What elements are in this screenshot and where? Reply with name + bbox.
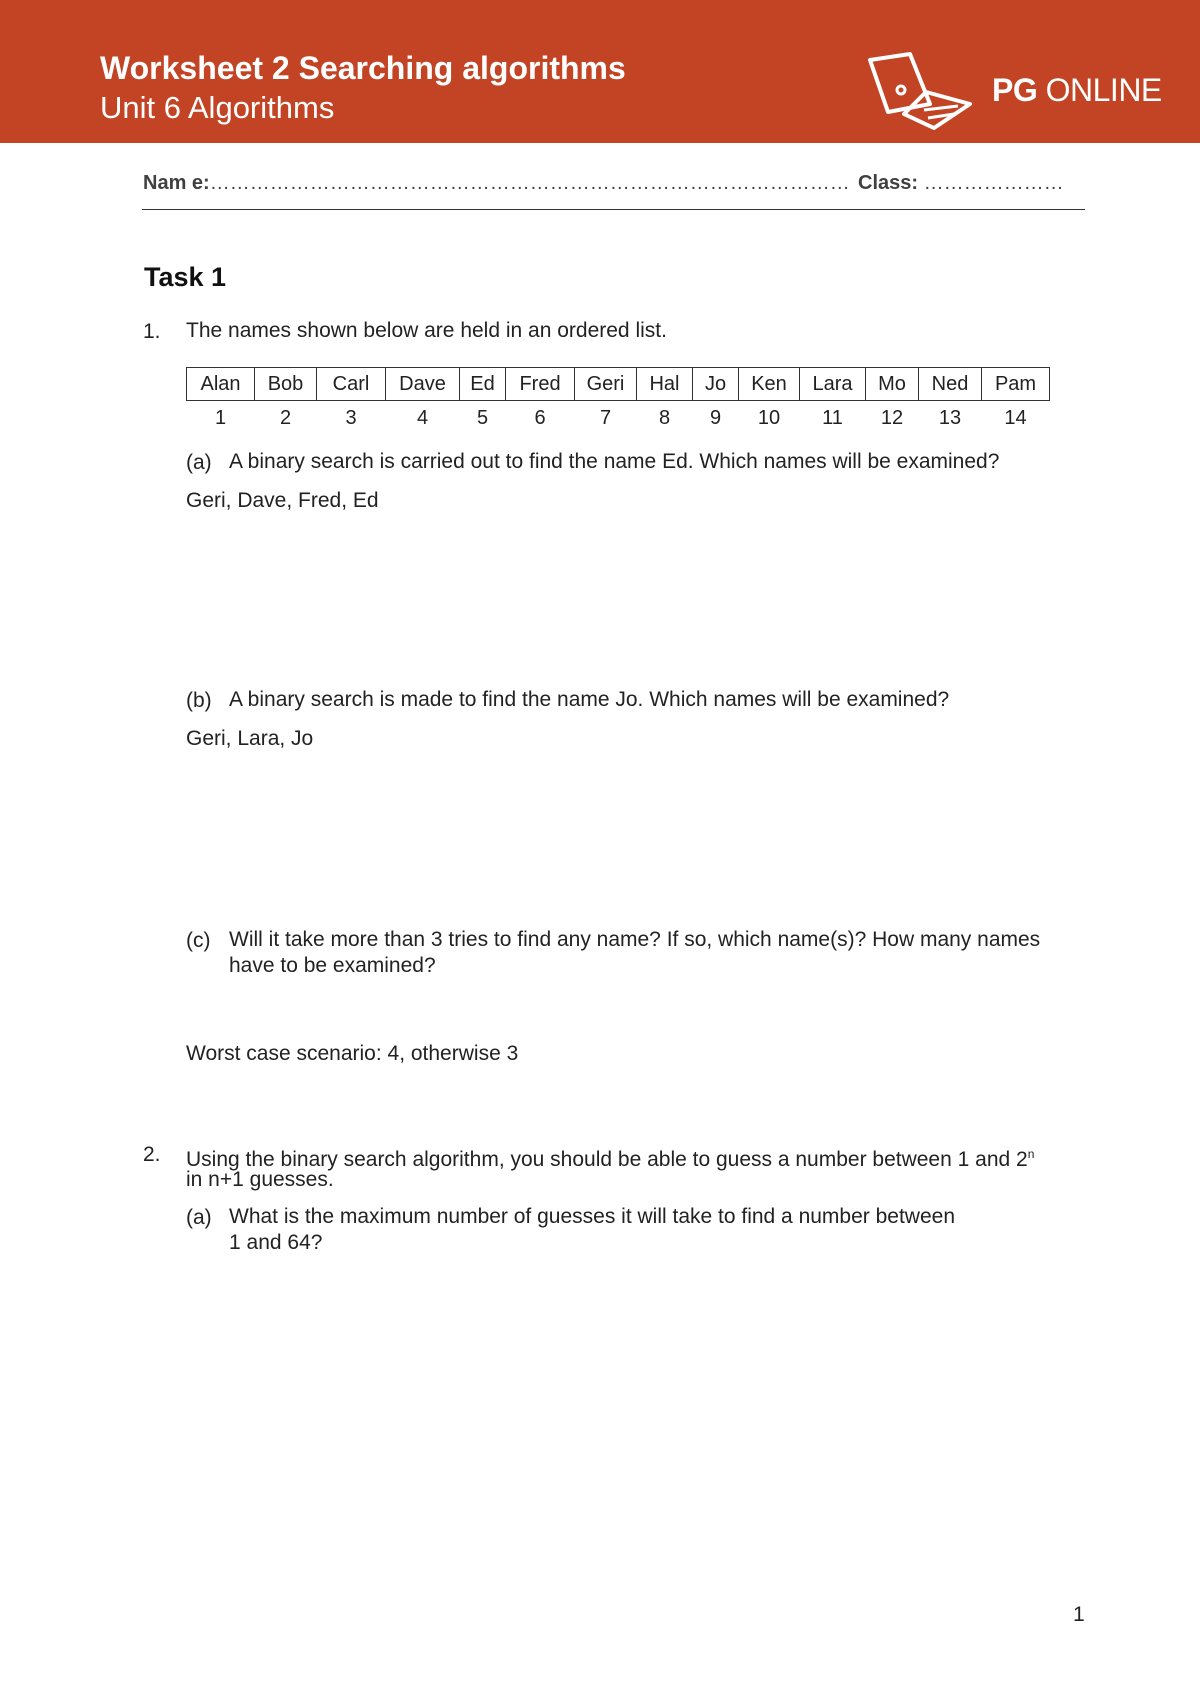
list-item-name: Carl	[317, 368, 386, 401]
list-item-name: Ned	[919, 368, 982, 401]
question-1c-text-line1: Will it take more than 3 tries to find any name? If so, which name(s)? How many names	[229, 928, 1041, 951]
logo-bold: PG	[992, 72, 1038, 108]
question-1-number: 1.	[143, 320, 161, 343]
list-item-name: Pam	[982, 368, 1050, 401]
list-item-index: 8	[658, 406, 671, 429]
question-2a-label: (a)	[186, 1206, 212, 1229]
question-1-text: The names shown below are held in an ordered list.	[186, 319, 667, 342]
header-banner	[0, 0, 1200, 143]
task-heading: Task 1	[144, 262, 227, 292]
list-item-index: 6	[534, 406, 546, 429]
list-item-name: Ken	[739, 368, 800, 401]
question-1c-text-line2: have to be examined?	[229, 954, 436, 977]
list-item-index: 13	[938, 406, 962, 429]
names-row	[187, 368, 1050, 401]
list-item-name: Geri	[575, 368, 637, 401]
question-2a-text-line2: 1 and 64?	[229, 1231, 323, 1254]
list-item-index: 11	[822, 406, 843, 429]
question-1c-label: (c)	[186, 929, 211, 952]
list-item-name: Jo	[693, 368, 739, 401]
logo-rest: ONLINE	[1045, 72, 1162, 108]
question-1b-text: A binary search is made to find the name Jo. Which names will be examined?	[229, 688, 950, 711]
list-item-name: Fred	[506, 368, 575, 401]
list-item-name: Alan	[187, 368, 255, 401]
list-item-index: 2	[279, 406, 292, 429]
list-item-index: 7	[599, 406, 612, 429]
laptop-icon	[866, 52, 986, 132]
list-item-name: Hal	[637, 368, 693, 401]
question-1a-answer: Geri, Dave, Fred, Ed	[186, 489, 379, 512]
list-item-index: 1	[214, 406, 227, 429]
list-item-name: Dave	[386, 368, 460, 401]
list-item-name: Ed	[460, 368, 506, 401]
unit-subtitle: Unit 6 Algorithms	[100, 90, 335, 125]
question-2-superscript: n	[1027, 1147, 1035, 1161]
index-row	[187, 401, 1050, 436]
worksheet-title: Worksheet 2 Searching algorithms	[100, 50, 626, 86]
page-number: 1	[1073, 1603, 1085, 1626]
question-1b-answer: Geri, Lara, Jo	[186, 727, 314, 750]
question-1b-label: (b)	[186, 689, 212, 712]
list-item-index: 3	[345, 406, 357, 429]
class-label: Class:	[858, 172, 919, 194]
list-item-index: 5	[476, 406, 489, 429]
question-1a-text: A binary search is carried out to find the name Ed. Which names will be examined?	[229, 450, 1000, 473]
student-info-row	[143, 172, 1083, 195]
name-field[interactable]: ……………………………………………………………………………………	[209, 172, 850, 194]
question-2a-text-line1: What is the maximum number of guesses it will take to find a number between	[229, 1205, 955, 1228]
list-item-index: 4	[416, 406, 429, 429]
list-item-name: Mo	[866, 368, 919, 401]
class-block	[858, 172, 1064, 195]
list-item-index: 9	[709, 406, 722, 429]
list-item-index: 12	[880, 406, 904, 429]
question-1a-label: (a)	[186, 451, 212, 474]
ordered-list-table	[186, 367, 1050, 435]
header-rule	[142, 209, 1085, 210]
list-item-name: Bob	[255, 368, 317, 401]
name-label: Nam e:	[143, 172, 210, 194]
question-2-number: 2.	[143, 1143, 161, 1166]
pg-online-logo	[866, 52, 1166, 132]
class-field[interactable]: …………………	[923, 172, 1064, 194]
question-2-text-line2: in n+1 guesses.	[186, 1168, 334, 1191]
list-item-index: 10	[757, 406, 781, 429]
list-item-index: 14	[1004, 406, 1027, 429]
question-1c-answer: Worst case scenario: 4, otherwise 3	[186, 1042, 519, 1065]
list-item-name: Lara	[800, 368, 866, 401]
question-2-text-main: Using the binary search algorithm, you should be able to guess a number between 1 and 2	[186, 1148, 1028, 1171]
logo-text	[992, 72, 1162, 109]
